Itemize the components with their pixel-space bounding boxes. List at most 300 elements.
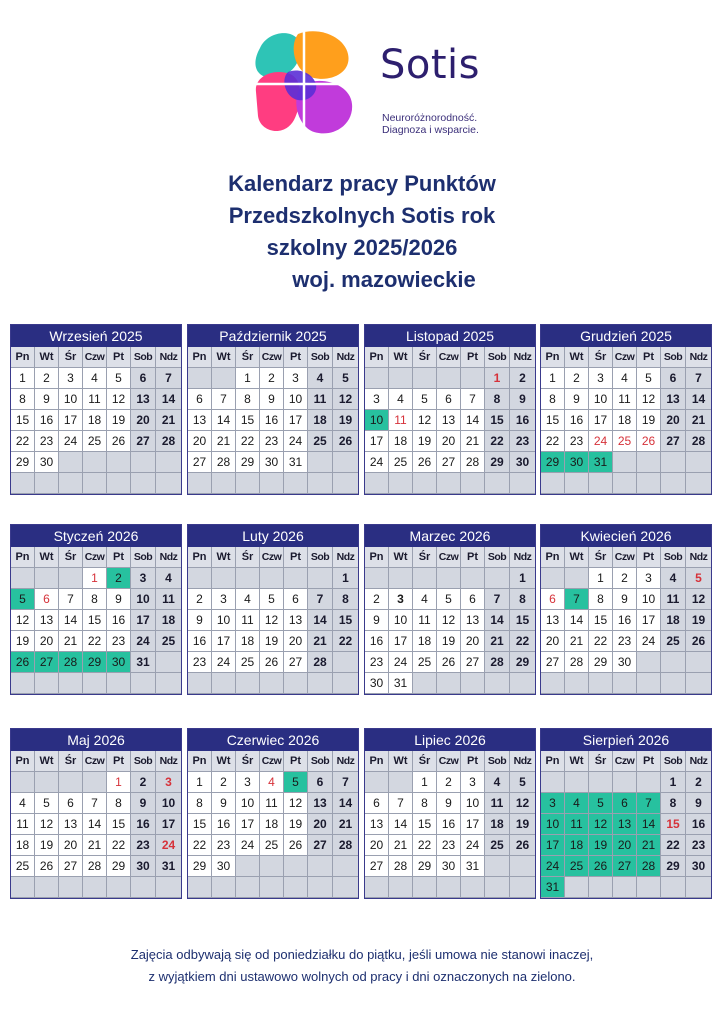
empty-day-cell <box>510 856 535 877</box>
empty-day-cell <box>437 473 461 494</box>
day-cell: 10 <box>461 793 485 814</box>
day-cell: 19 <box>589 835 613 856</box>
day-cell: 3 <box>131 568 156 589</box>
day-cell: 26 <box>107 431 131 452</box>
empty-day-cell <box>236 877 260 898</box>
empty-day-cell <box>107 877 131 898</box>
empty-day-cell <box>83 473 107 494</box>
empty-day-cell <box>156 877 181 898</box>
empty-day-cell <box>541 772 565 793</box>
weekday-header: Ndz <box>686 751 711 772</box>
day-cell: 7 <box>637 793 661 814</box>
day-cell: 9 <box>131 793 156 814</box>
empty-day-cell <box>156 473 181 494</box>
day-cell: 17 <box>212 631 236 652</box>
month-title: Kwiecień 2026 <box>541 525 711 547</box>
day-cell: 16 <box>107 610 131 631</box>
empty-day-cell <box>11 772 35 793</box>
day-cell: 10 <box>212 610 236 631</box>
day-cell: 28 <box>156 431 181 452</box>
empty-day-cell <box>589 673 613 694</box>
weekday-header: Wt <box>35 751 59 772</box>
day-cell: 14 <box>461 410 485 431</box>
day-cell: 1 <box>413 772 437 793</box>
empty-day-cell <box>365 368 389 389</box>
day-cell: 26 <box>284 835 308 856</box>
day-cell: 4 <box>565 793 589 814</box>
day-cell: 12 <box>510 793 535 814</box>
weekday-header: Ndz <box>510 347 535 368</box>
day-cell: 5 <box>510 772 535 793</box>
empty-day-cell <box>613 877 637 898</box>
empty-day-cell <box>156 452 181 473</box>
day-cell: 20 <box>661 410 686 431</box>
month-title: Styczeń 2026 <box>11 525 181 547</box>
day-cell: 4 <box>83 368 107 389</box>
day-cell: 24 <box>589 431 613 452</box>
empty-day-cell <box>541 568 565 589</box>
weekday-header: Wt <box>212 347 236 368</box>
day-cell: 21 <box>308 631 333 652</box>
footer-line1: Zajęcia odbywają się od poniedziałku do piątku, jeśli umowa nie stanowi inaczej, <box>130 947 594 962</box>
day-cell: 9 <box>188 610 212 631</box>
empty-day-cell <box>413 473 437 494</box>
weekday-header: Czw <box>437 347 461 368</box>
day-cell: 21 <box>156 410 181 431</box>
day-cell: 12 <box>637 389 661 410</box>
day-cell: 26 <box>260 652 284 673</box>
weekday-header: Czw <box>613 547 637 568</box>
day-cell: 21 <box>485 631 510 652</box>
empty-day-cell <box>637 673 661 694</box>
day-cell: 20 <box>613 835 637 856</box>
empty-day-cell <box>437 368 461 389</box>
day-cell: 11 <box>156 589 181 610</box>
empty-day-cell <box>284 568 308 589</box>
day-cell: 16 <box>365 631 389 652</box>
month-grid <box>188 547 358 694</box>
empty-day-cell <box>212 877 236 898</box>
day-cell: 11 <box>260 793 284 814</box>
day-cell: 14 <box>212 410 236 431</box>
empty-day-cell <box>260 673 284 694</box>
empty-day-cell <box>389 473 413 494</box>
day-cell: 26 <box>437 652 461 673</box>
empty-day-cell <box>236 856 260 877</box>
day-cell: 10 <box>59 389 83 410</box>
day-cell: 14 <box>686 389 711 410</box>
day-cell: 5 <box>413 389 437 410</box>
day-cell: 26 <box>35 856 59 877</box>
day-cell: 27 <box>284 652 308 673</box>
day-cell: 24 <box>637 631 661 652</box>
weekday-header: Pt <box>637 547 661 568</box>
empty-day-cell <box>541 473 565 494</box>
empty-day-cell <box>188 473 212 494</box>
empty-day-cell <box>83 877 107 898</box>
day-cell: 27 <box>613 856 637 877</box>
day-cell: 14 <box>485 610 510 631</box>
day-cell: 27 <box>188 452 212 473</box>
day-cell: 18 <box>308 410 333 431</box>
day-cell: 7 <box>389 793 413 814</box>
day-cell: 18 <box>565 835 589 856</box>
day-cell: 6 <box>365 793 389 814</box>
day-cell: 19 <box>260 631 284 652</box>
month-calendar <box>364 524 536 695</box>
day-cell: 15 <box>11 410 35 431</box>
day-cell: 7 <box>333 772 358 793</box>
empty-day-cell <box>11 473 35 494</box>
weekday-header: Wt <box>212 547 236 568</box>
day-cell: 6 <box>613 793 637 814</box>
month-title: Luty 2026 <box>188 525 358 547</box>
day-cell: 26 <box>637 431 661 452</box>
month-grid <box>365 547 535 694</box>
day-cell: 10 <box>365 410 389 431</box>
day-cell: 9 <box>35 389 59 410</box>
month-title: Wrzesień 2025 <box>11 325 181 347</box>
day-cell: 8 <box>333 589 358 610</box>
day-cell: 15 <box>83 610 107 631</box>
day-cell: 14 <box>156 389 181 410</box>
weekday-header: Ndz <box>333 751 358 772</box>
weekday-header: Sob <box>131 347 156 368</box>
weekday-header: Pt <box>284 547 308 568</box>
empty-day-cell <box>461 673 485 694</box>
empty-day-cell <box>35 568 59 589</box>
day-cell: 19 <box>333 410 358 431</box>
day-cell: 22 <box>188 835 212 856</box>
weekday-header: Pn <box>365 751 389 772</box>
day-cell: 1 <box>661 772 686 793</box>
month-calendar <box>10 728 182 899</box>
empty-day-cell <box>284 473 308 494</box>
empty-day-cell <box>613 772 637 793</box>
brand-name: Sotis <box>380 42 480 88</box>
month-grid <box>365 751 535 898</box>
day-cell: 2 <box>35 368 59 389</box>
empty-day-cell <box>661 877 686 898</box>
day-cell: 5 <box>686 568 711 589</box>
empty-day-cell <box>333 877 358 898</box>
weekday-header: Pn <box>188 347 212 368</box>
day-cell: 19 <box>107 410 131 431</box>
empty-day-cell <box>156 673 181 694</box>
empty-day-cell <box>510 473 535 494</box>
weekday-header: Sob <box>661 751 686 772</box>
empty-day-cell <box>260 856 284 877</box>
empty-day-cell <box>308 568 333 589</box>
day-cell: 8 <box>413 793 437 814</box>
day-cell: 1 <box>541 368 565 389</box>
weekday-header: Ndz <box>156 347 181 368</box>
day-cell: 17 <box>131 610 156 631</box>
day-cell: 3 <box>236 772 260 793</box>
month-title: Grudzień 2025 <box>541 325 711 347</box>
day-cell: 17 <box>461 814 485 835</box>
empty-day-cell <box>284 673 308 694</box>
day-cell: 3 <box>541 793 565 814</box>
empty-day-cell <box>661 673 686 694</box>
empty-day-cell <box>589 473 613 494</box>
day-cell: 16 <box>613 610 637 631</box>
month-grid <box>11 347 181 494</box>
empty-day-cell <box>236 673 260 694</box>
day-cell: 11 <box>565 814 589 835</box>
day-cell: 13 <box>308 793 333 814</box>
day-cell: 30 <box>260 452 284 473</box>
day-cell: 16 <box>212 814 236 835</box>
tagline-line2: Diagnoza i wsparcie. <box>382 124 479 136</box>
empty-day-cell <box>365 473 389 494</box>
day-cell: 2 <box>565 368 589 389</box>
month-title: Czerwiec 2026 <box>188 729 358 751</box>
day-cell: 21 <box>333 814 358 835</box>
day-cell: 18 <box>661 610 686 631</box>
empty-day-cell <box>131 877 156 898</box>
day-cell: 20 <box>308 814 333 835</box>
day-cell: 22 <box>510 631 535 652</box>
day-cell: 25 <box>260 835 284 856</box>
day-cell: 26 <box>686 631 711 652</box>
day-cell: 17 <box>589 410 613 431</box>
day-cell: 1 <box>333 568 358 589</box>
day-cell: 5 <box>11 589 35 610</box>
weekday-header: Śr <box>589 347 613 368</box>
day-cell: 20 <box>461 631 485 652</box>
month-grid <box>541 751 711 898</box>
day-cell: 14 <box>308 610 333 631</box>
day-cell: 24 <box>156 835 181 856</box>
day-cell: 6 <box>59 793 83 814</box>
day-cell: 7 <box>565 589 589 610</box>
day-cell: 30 <box>565 452 589 473</box>
empty-day-cell <box>188 877 212 898</box>
day-cell: 10 <box>131 589 156 610</box>
day-cell: 29 <box>11 452 35 473</box>
empty-day-cell <box>11 568 35 589</box>
day-cell: 18 <box>613 410 637 431</box>
month-title: Październik 2025 <box>188 325 358 347</box>
day-cell: 11 <box>308 389 333 410</box>
day-cell: 13 <box>284 610 308 631</box>
day-cell: 12 <box>11 610 35 631</box>
weekday-header: Pt <box>107 347 131 368</box>
empty-day-cell <box>59 568 83 589</box>
day-cell: 3 <box>284 368 308 389</box>
day-cell: 4 <box>260 772 284 793</box>
day-cell: 21 <box>565 631 589 652</box>
day-cell: 6 <box>541 589 565 610</box>
empty-day-cell <box>461 368 485 389</box>
weekday-header: Pt <box>284 347 308 368</box>
day-cell: 21 <box>212 431 236 452</box>
day-cell: 12 <box>413 410 437 431</box>
empty-day-cell <box>83 673 107 694</box>
day-cell: 14 <box>637 814 661 835</box>
day-cell: 19 <box>510 814 535 835</box>
footer-note <box>0 944 724 988</box>
empty-day-cell <box>589 877 613 898</box>
day-cell: 15 <box>661 814 686 835</box>
day-cell: 10 <box>541 814 565 835</box>
weekday-header: Śr <box>413 547 437 568</box>
empty-day-cell <box>35 772 59 793</box>
weekday-header: Pt <box>637 347 661 368</box>
empty-day-cell <box>565 673 589 694</box>
day-cell: 9 <box>437 793 461 814</box>
empty-day-cell <box>437 673 461 694</box>
day-cell: 17 <box>541 835 565 856</box>
empty-day-cell <box>11 673 35 694</box>
day-cell: 13 <box>661 389 686 410</box>
day-cell: 22 <box>236 431 260 452</box>
empty-day-cell <box>413 673 437 694</box>
day-cell: 25 <box>661 631 686 652</box>
day-cell: 13 <box>35 610 59 631</box>
day-cell: 18 <box>485 814 510 835</box>
empty-day-cell <box>485 673 510 694</box>
empty-day-cell <box>437 877 461 898</box>
day-cell: 23 <box>35 431 59 452</box>
day-cell: 30 <box>686 856 711 877</box>
day-cell: 15 <box>541 410 565 431</box>
day-cell: 2 <box>613 568 637 589</box>
day-cell: 8 <box>589 589 613 610</box>
empty-day-cell <box>485 856 510 877</box>
day-cell: 21 <box>686 410 711 431</box>
day-cell: 27 <box>661 431 686 452</box>
empty-day-cell <box>284 877 308 898</box>
day-cell: 28 <box>686 431 711 452</box>
day-cell: 11 <box>11 814 35 835</box>
day-cell: 5 <box>437 589 461 610</box>
empty-day-cell <box>637 452 661 473</box>
day-cell: 19 <box>35 835 59 856</box>
day-cell: 29 <box>510 652 535 673</box>
day-cell: 23 <box>565 431 589 452</box>
weekday-header: Pn <box>365 347 389 368</box>
day-cell: 28 <box>83 856 107 877</box>
empty-day-cell <box>541 673 565 694</box>
weekday-header: Wt <box>35 347 59 368</box>
weekday-header: Czw <box>260 751 284 772</box>
day-cell: 20 <box>35 631 59 652</box>
day-cell: 29 <box>589 652 613 673</box>
day-cell: 11 <box>661 589 686 610</box>
day-cell: 8 <box>83 589 107 610</box>
empty-day-cell <box>485 877 510 898</box>
day-cell: 18 <box>236 631 260 652</box>
day-cell: 4 <box>485 772 510 793</box>
month-calendar <box>364 728 536 899</box>
empty-day-cell <box>686 452 711 473</box>
empty-day-cell <box>333 856 358 877</box>
empty-day-cell <box>461 568 485 589</box>
empty-day-cell <box>333 452 358 473</box>
day-cell: 9 <box>686 793 711 814</box>
title-line1: Kalendarz pracy Punktów <box>228 171 496 196</box>
empty-day-cell <box>613 673 637 694</box>
day-cell: 12 <box>35 814 59 835</box>
day-cell: 22 <box>485 431 510 452</box>
day-cell: 24 <box>389 652 413 673</box>
day-cell: 30 <box>131 856 156 877</box>
day-cell: 14 <box>59 610 83 631</box>
empty-day-cell <box>35 473 59 494</box>
empty-day-cell <box>35 673 59 694</box>
month-grid <box>541 547 711 694</box>
weekday-header: Sob <box>308 347 333 368</box>
day-cell: 11 <box>389 410 413 431</box>
day-cell: 30 <box>107 652 131 673</box>
day-cell: 19 <box>637 410 661 431</box>
day-cell: 21 <box>461 431 485 452</box>
weekday-header: Ndz <box>686 347 711 368</box>
empty-day-cell <box>565 772 589 793</box>
weekday-header: Pn <box>541 347 565 368</box>
empty-day-cell <box>11 877 35 898</box>
weekday-header: Śr <box>413 751 437 772</box>
empty-day-cell <box>565 877 589 898</box>
empty-day-cell <box>260 473 284 494</box>
month-title: Lipiec 2026 <box>365 729 535 751</box>
month-grid <box>188 751 358 898</box>
day-cell: 22 <box>333 631 358 652</box>
day-cell: 28 <box>212 452 236 473</box>
day-cell: 12 <box>284 793 308 814</box>
day-cell: 24 <box>461 835 485 856</box>
empty-day-cell <box>188 368 212 389</box>
empty-day-cell <box>661 652 686 673</box>
title-line2: Przedszkolnych Sotis rok <box>228 203 496 228</box>
month-title: Marzec 2026 <box>365 525 535 547</box>
day-cell: 14 <box>333 793 358 814</box>
day-cell: 9 <box>613 589 637 610</box>
day-cell: 25 <box>11 856 35 877</box>
day-cell: 10 <box>589 389 613 410</box>
day-cell: 27 <box>365 856 389 877</box>
empty-day-cell <box>365 877 389 898</box>
empty-day-cell <box>637 473 661 494</box>
day-cell: 20 <box>188 431 212 452</box>
empty-day-cell <box>260 568 284 589</box>
day-cell: 17 <box>59 410 83 431</box>
month-grid <box>11 751 181 898</box>
day-cell: 18 <box>413 631 437 652</box>
weekday-header: Śr <box>236 751 260 772</box>
empty-day-cell <box>308 673 333 694</box>
weekday-header: Sob <box>131 547 156 568</box>
month-calendar <box>10 524 182 695</box>
day-cell: 29 <box>107 856 131 877</box>
day-cell: 1 <box>107 772 131 793</box>
weekday-header: Ndz <box>156 751 181 772</box>
day-cell: 30 <box>613 652 637 673</box>
day-cell: 25 <box>236 652 260 673</box>
day-cell: 30 <box>35 452 59 473</box>
empty-day-cell <box>107 473 131 494</box>
empty-day-cell <box>308 856 333 877</box>
weekday-header: Sob <box>485 547 510 568</box>
weekday-header: Wt <box>565 347 589 368</box>
day-cell: 13 <box>59 814 83 835</box>
empty-day-cell <box>661 473 686 494</box>
day-cell: 22 <box>541 431 565 452</box>
weekday-header: Czw <box>437 547 461 568</box>
weekday-header: Pt <box>461 347 485 368</box>
